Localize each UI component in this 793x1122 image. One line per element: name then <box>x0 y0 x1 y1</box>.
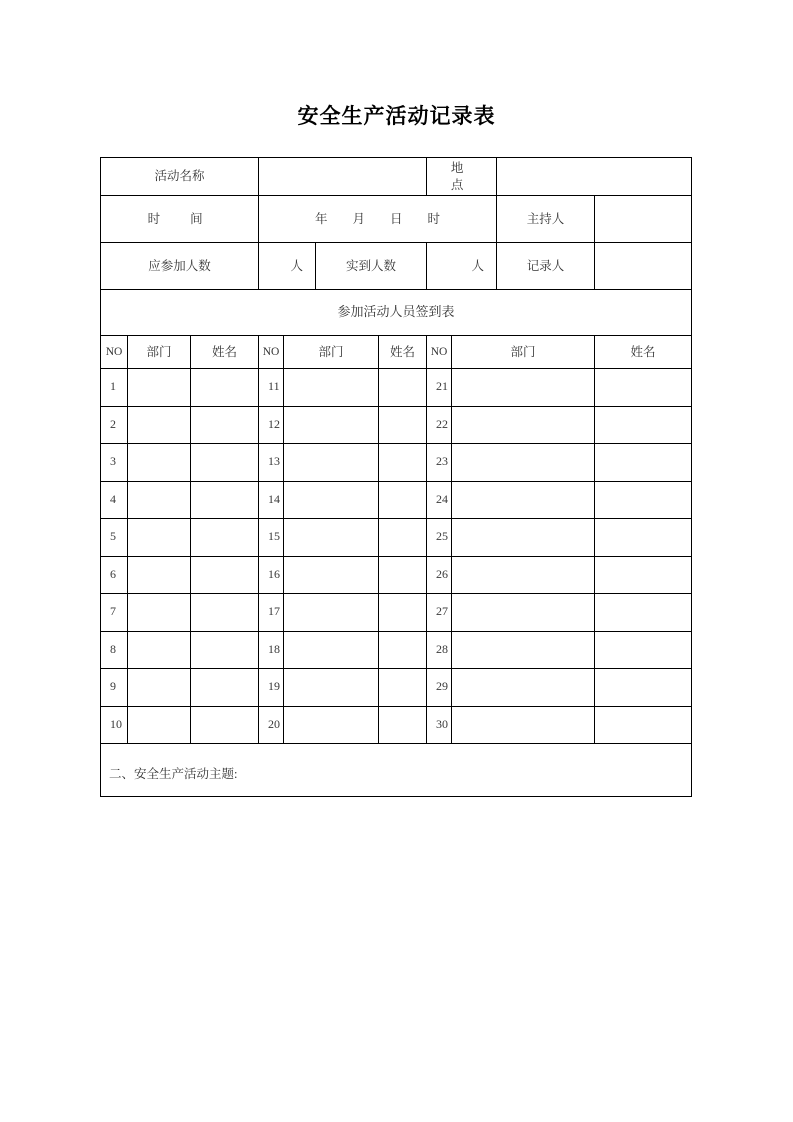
signin-name-3[interactable] <box>595 556 692 594</box>
signin-no-2: 19 <box>259 669 284 707</box>
table-row <box>101 669 692 707</box>
signin-name-3[interactable] <box>595 519 692 557</box>
signin-no-1: 6 <box>101 556 128 594</box>
table-row <box>101 369 692 407</box>
signin-dept-3[interactable] <box>452 669 595 707</box>
signin-name-2[interactable] <box>379 519 427 557</box>
recorder-value[interactable] <box>595 243 692 290</box>
signin-name-3[interactable] <box>595 369 692 407</box>
signin-dept-1[interactable] <box>128 706 191 744</box>
signin-name-1[interactable] <box>191 369 259 407</box>
expected-count-label: 应参加人数 <box>101 243 259 290</box>
signin-no-1: 4 <box>101 481 128 519</box>
signin-no-1: 1 <box>101 369 128 407</box>
signin-no-3: 30 <box>427 706 452 744</box>
signin-dept-2[interactable] <box>284 706 379 744</box>
signin-name-2[interactable] <box>379 706 427 744</box>
signin-name-3[interactable] <box>595 706 692 744</box>
host-label: 主持人 <box>497 196 595 243</box>
signin-name-3[interactable] <box>595 406 692 444</box>
signin-name-3[interactable] <box>595 669 692 707</box>
signin-name-2[interactable] <box>379 594 427 632</box>
signin-no-1: 2 <box>101 406 128 444</box>
signin-dept-1[interactable] <box>128 519 191 557</box>
signin-dept-1[interactable] <box>128 594 191 632</box>
signin-name-1[interactable] <box>191 481 259 519</box>
signin-no-3: 29 <box>427 669 452 707</box>
signin-dept-3[interactable] <box>452 631 595 669</box>
activity-record-form <box>100 157 692 797</box>
host-value[interactable] <box>595 196 692 243</box>
signin-name-1[interactable] <box>191 669 259 707</box>
signin-dept-1[interactable] <box>128 481 191 519</box>
signin-no-1: 5 <box>101 519 128 557</box>
signin-no-2: 11 <box>259 369 284 407</box>
signin-no-2: 18 <box>259 631 284 669</box>
signin-dept-3[interactable] <box>452 706 595 744</box>
signin-no-2: 20 <box>259 706 284 744</box>
signin-no-1: 9 <box>101 669 128 707</box>
signin-name-1[interactable] <box>191 631 259 669</box>
topic-section-row <box>101 744 692 797</box>
signin-dept-1[interactable] <box>128 631 191 669</box>
table-row <box>101 706 692 744</box>
signin-dept-1[interactable] <box>128 669 191 707</box>
location-label: 地 点 <box>427 158 497 196</box>
signin-dept-2[interactable] <box>284 631 379 669</box>
signin-name-2[interactable] <box>379 406 427 444</box>
topic-cell[interactable] <box>101 744 692 797</box>
signin-no-3: 22 <box>427 406 452 444</box>
topic-label: 二、安全生产活动主题: <box>109 767 238 782</box>
table-row <box>101 406 692 444</box>
signin-dept-1[interactable] <box>128 556 191 594</box>
signin-dept-2[interactable] <box>284 556 379 594</box>
signin-name-1[interactable] <box>191 706 259 744</box>
signin-col-name-1: 姓名 <box>191 336 259 369</box>
signin-dept-2[interactable] <box>284 594 379 632</box>
signin-col-dept-3: 部门 <box>452 336 595 369</box>
signin-name-1[interactable] <box>191 519 259 557</box>
signin-name-1[interactable] <box>191 556 259 594</box>
signin-dept-1[interactable] <box>128 406 191 444</box>
signin-col-no-2: NO <box>259 336 284 369</box>
form-row-activity-name <box>101 158 692 196</box>
signin-no-3: 28 <box>427 631 452 669</box>
signin-name-2[interactable] <box>379 481 427 519</box>
signin-name-3[interactable] <box>595 594 692 632</box>
signin-col-no-3: NO <box>427 336 452 369</box>
table-row <box>101 519 692 557</box>
signin-column-header-row <box>101 336 692 369</box>
activity-name-value[interactable] <box>259 158 427 196</box>
signin-dept-3[interactable] <box>452 406 595 444</box>
signin-no-3: 21 <box>427 369 452 407</box>
signin-no-1: 3 <box>101 444 128 482</box>
signin-no-3: 24 <box>427 481 452 519</box>
table-row <box>101 631 692 669</box>
signin-dept-2[interactable] <box>284 669 379 707</box>
table-row <box>101 444 692 482</box>
signin-no-2: 17 <box>259 594 284 632</box>
signin-no-2: 13 <box>259 444 284 482</box>
signin-name-2[interactable] <box>379 444 427 482</box>
signin-dept-1[interactable] <box>128 369 191 407</box>
signin-no-1: 7 <box>101 594 128 632</box>
page-title: 安全生产活动记录表 <box>297 105 496 128</box>
signin-name-3[interactable] <box>595 481 692 519</box>
signin-dept-3[interactable] <box>452 481 595 519</box>
signin-section-title: 参加活动人员签到表 <box>101 290 692 336</box>
activity-name-label: 活动名称 <box>101 158 259 196</box>
time-label: 时 间 <box>101 196 259 243</box>
signin-dept-2[interactable] <box>284 406 379 444</box>
signin-name-1[interactable] <box>191 594 259 632</box>
signin-col-dept-2: 部门 <box>284 336 379 369</box>
signin-name-1[interactable] <box>191 406 259 444</box>
signin-name-2[interactable] <box>379 556 427 594</box>
actual-count-unit[interactable]: 人 <box>427 243 497 290</box>
signin-col-dept-1: 部门 <box>128 336 191 369</box>
signin-section-title-row <box>101 290 692 336</box>
time-value[interactable]: 年 月 日 时 <box>259 196 497 243</box>
signin-dept-1[interactable] <box>128 444 191 482</box>
recorder-label: 记录人 <box>497 243 595 290</box>
form-row-attendance <box>101 243 692 290</box>
signin-no-3: 25 <box>427 519 452 557</box>
signin-no-3: 26 <box>427 556 452 594</box>
table-row <box>101 481 692 519</box>
signin-col-name-3: 姓名 <box>595 336 692 369</box>
signin-dept-3[interactable] <box>452 444 595 482</box>
signin-dept-2[interactable] <box>284 519 379 557</box>
signin-no-2: 12 <box>259 406 284 444</box>
signin-dept-3[interactable] <box>452 519 595 557</box>
signin-dept-3[interactable] <box>452 369 595 407</box>
location-value[interactable] <box>497 158 692 196</box>
signin-no-1: 8 <box>101 631 128 669</box>
signin-dept-3[interactable] <box>452 556 595 594</box>
signin-name-2[interactable] <box>379 669 427 707</box>
signin-dept-2[interactable] <box>284 481 379 519</box>
signin-name-1[interactable] <box>191 444 259 482</box>
signin-no-2: 15 <box>259 519 284 557</box>
signin-no-1: 10 <box>101 706 128 744</box>
table-row <box>101 594 692 632</box>
signin-name-3[interactable] <box>595 631 692 669</box>
form-row-time <box>101 196 692 243</box>
signin-name-2[interactable] <box>379 369 427 407</box>
signin-no-3: 23 <box>427 444 452 482</box>
signin-dept-3[interactable] <box>452 594 595 632</box>
signin-no-2: 16 <box>259 556 284 594</box>
signin-dept-2[interactable] <box>284 444 379 482</box>
signin-name-3[interactable] <box>595 444 692 482</box>
signin-no-3: 27 <box>427 594 452 632</box>
signin-name-2[interactable] <box>379 631 427 669</box>
signin-col-name-2: 姓名 <box>379 336 427 369</box>
actual-count-label: 实到人数 <box>316 243 427 290</box>
signin-no-2: 14 <box>259 481 284 519</box>
expected-count-unit[interactable]: 人 <box>259 243 316 290</box>
table-row <box>101 556 692 594</box>
signin-dept-2[interactable] <box>284 369 379 407</box>
signin-col-no-1: NO <box>101 336 128 369</box>
